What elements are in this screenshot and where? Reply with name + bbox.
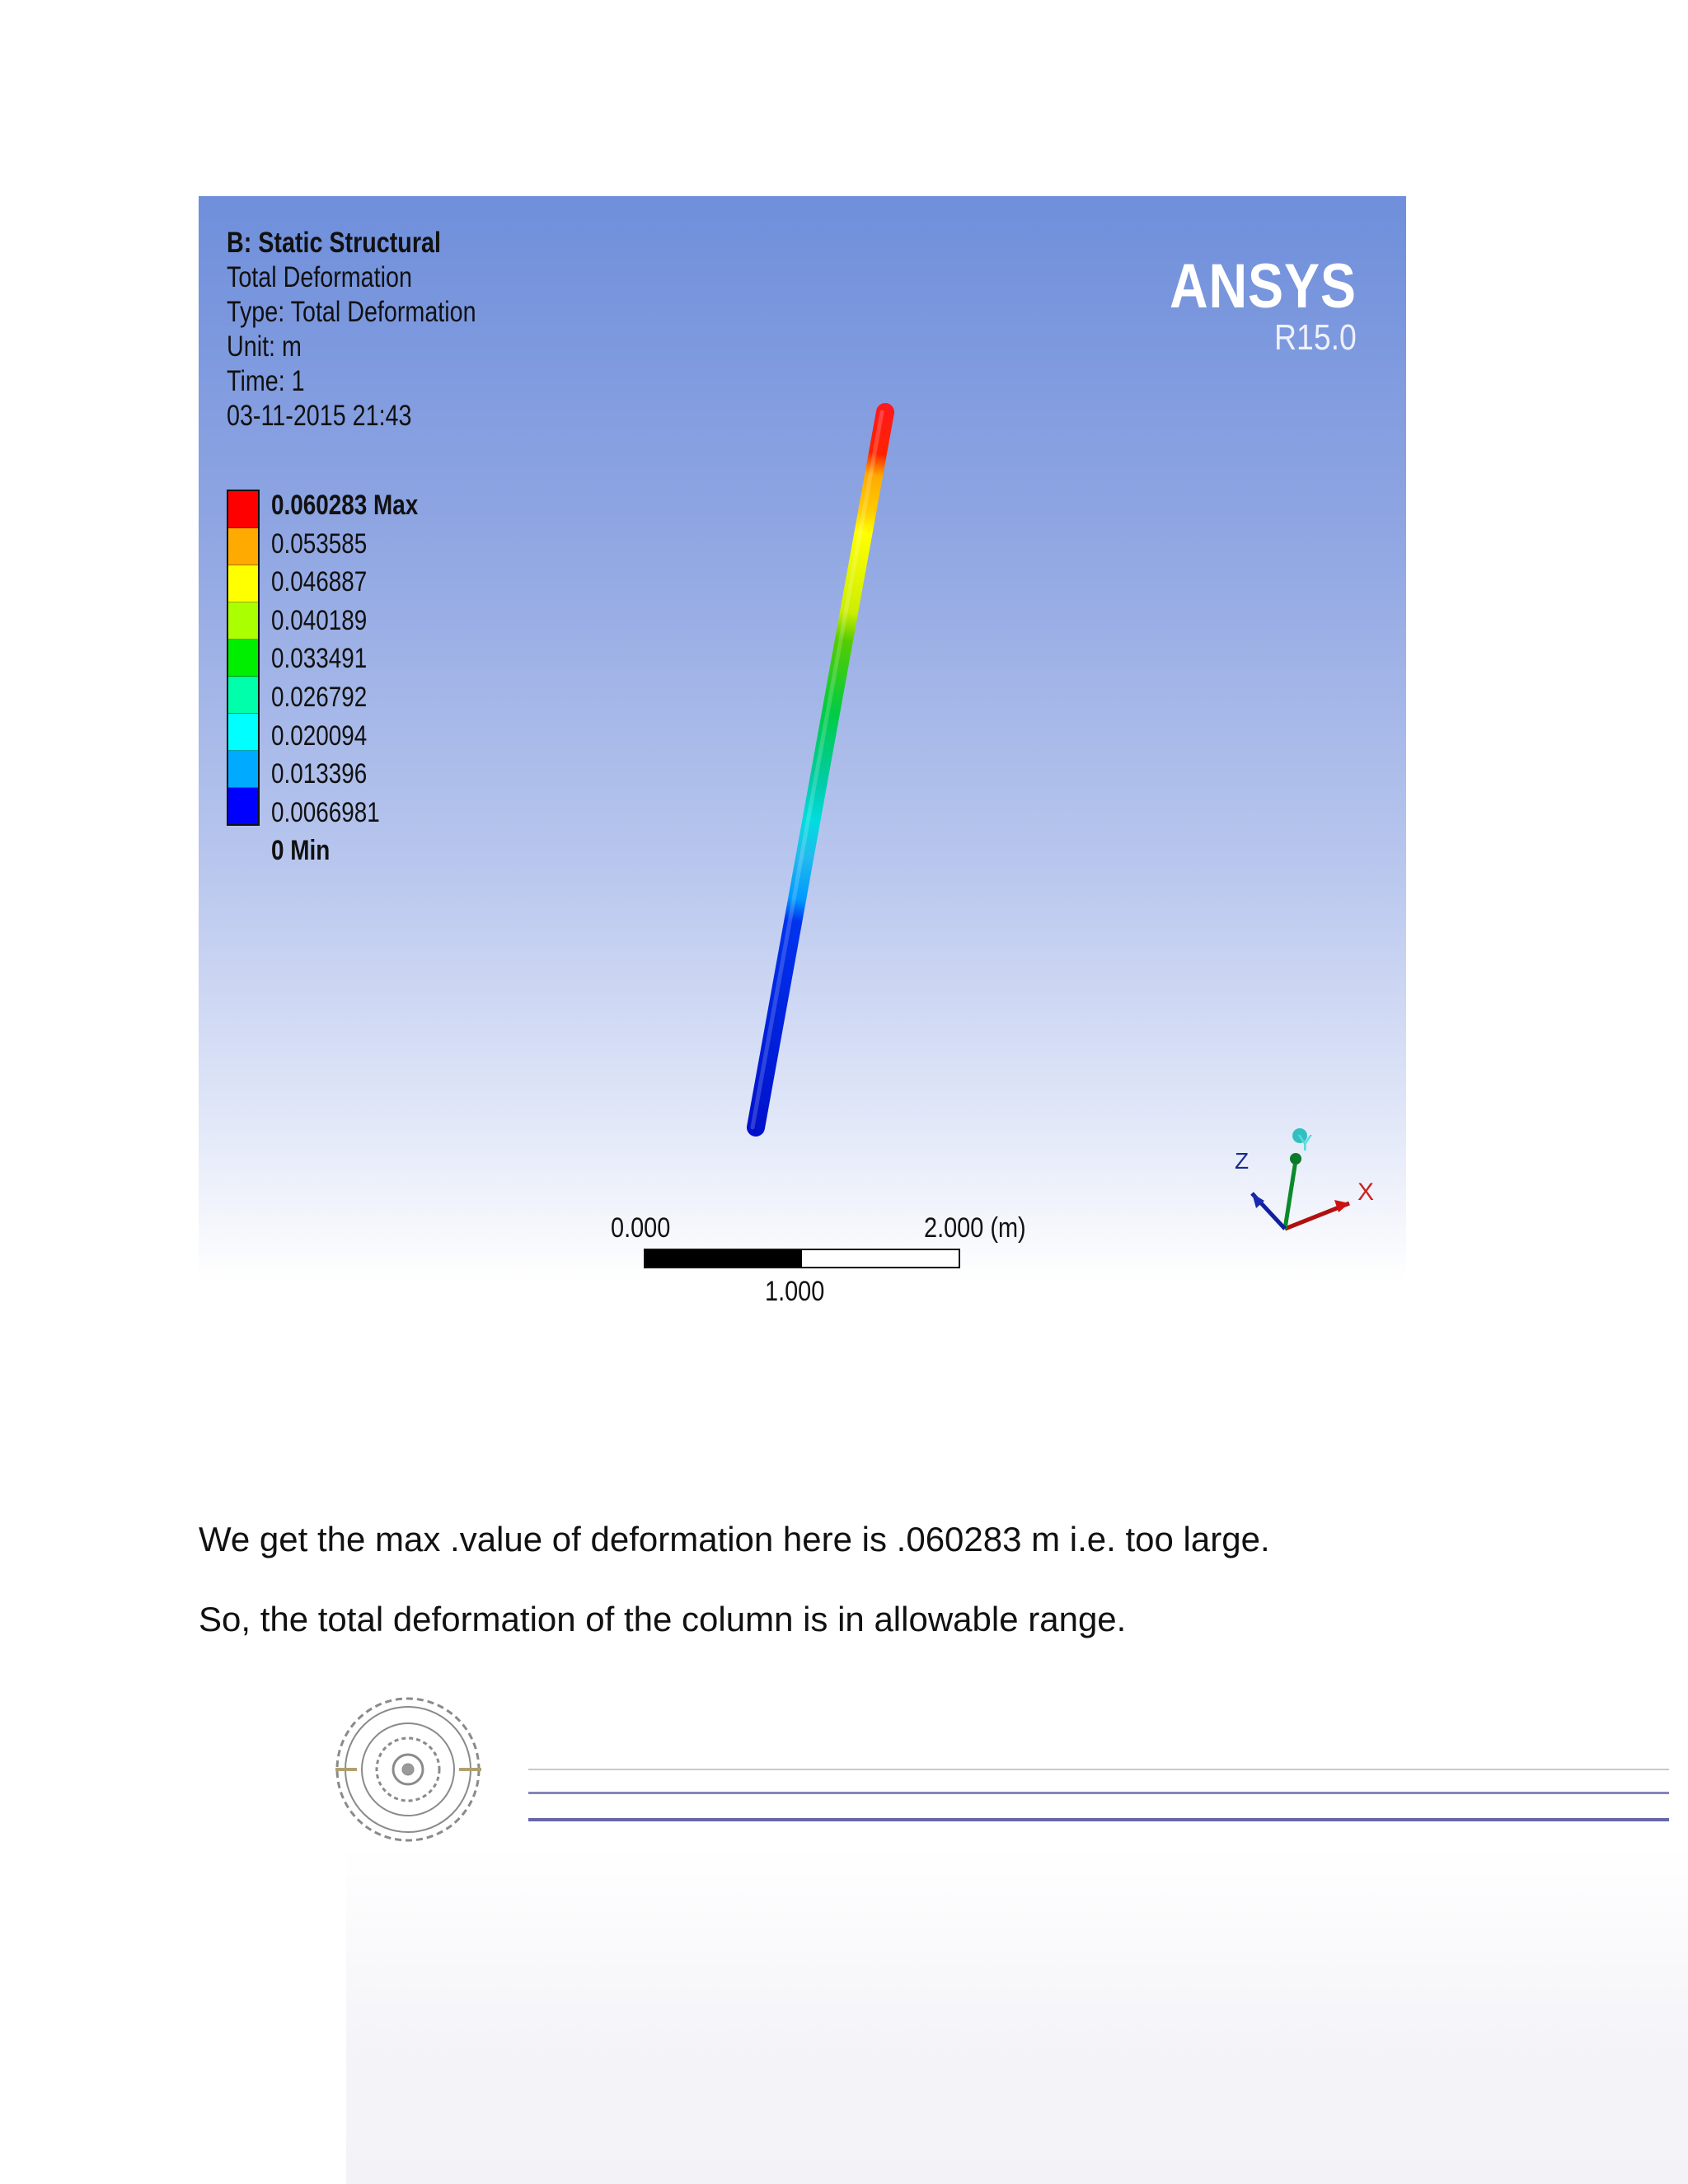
legend-label: 0.020094 <box>271 719 368 752</box>
x-axis-label: X <box>1357 1179 1375 1206</box>
analysis-title: B: Static Structural <box>227 227 441 259</box>
scale-label-left: 0.000 <box>611 1212 671 1244</box>
ansys-logo-version: R15.0 <box>1274 317 1357 358</box>
page-background-fade <box>346 1846 1688 2184</box>
legend-label: 0.033491 <box>271 643 368 675</box>
axis-triad <box>199 196 1406 1282</box>
scale-label-right: 2.000 (m) <box>924 1212 1026 1244</box>
legend-label: 0.046887 <box>271 566 368 598</box>
scale-label-middle: 1.000 <box>765 1276 825 1307</box>
result-time: Time: 1 <box>227 365 305 397</box>
y-axis-label: Y <box>1297 1130 1313 1155</box>
legend-label: 0.040189 <box>271 604 368 636</box>
legend-label-min: 0 Min <box>271 835 331 867</box>
paragraph-line-1: We get the max .value of deformation here is .060283 m i.e. too large. <box>199 1520 1270 1558</box>
result-unit: Unit: m <box>227 330 302 363</box>
legend-label: 0.0066981 <box>271 796 380 828</box>
z-axis-label: Z <box>1235 1148 1250 1174</box>
paragraph-line-2: So, the total deformation of the column is in allowable range. <box>199 1600 1127 1638</box>
legend-label-max: 0.060283 Max <box>271 490 419 521</box>
result-timestamp: 03-11-2015 21:43 <box>227 400 412 432</box>
legend-label: 0.026792 <box>271 681 368 713</box>
institute-seal-icon <box>332 1690 485 1850</box>
result-name: Total Deformation <box>227 261 412 293</box>
ansys-result-figure <box>199 196 1406 1307</box>
result-type: Type: Total Deformation <box>227 296 476 328</box>
legend-label: 0.013396 <box>271 758 368 790</box>
legend-label: 0.053585 <box>271 527 368 560</box>
ansys-logo-name: ANSYS <box>1170 251 1357 321</box>
